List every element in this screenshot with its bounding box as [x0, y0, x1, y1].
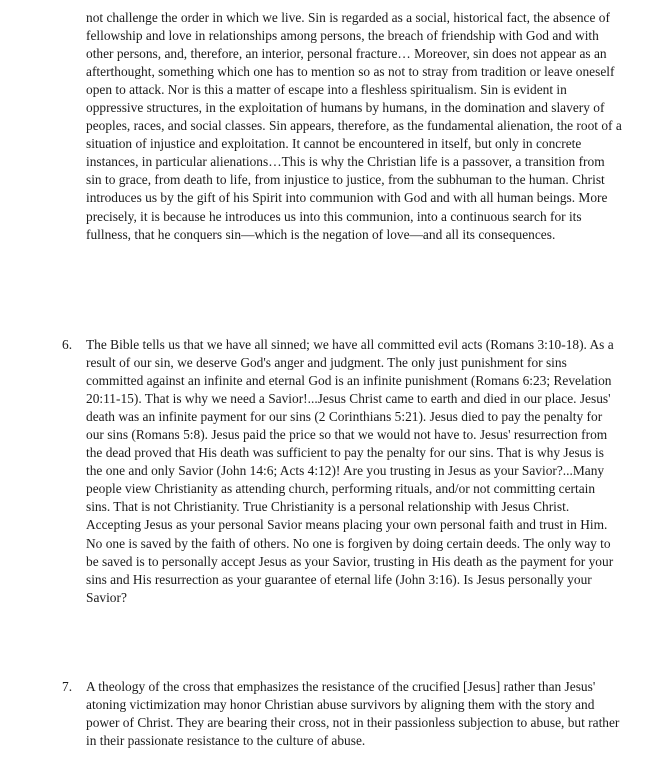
list-item-number: 7. [62, 679, 73, 694]
list-item-text: A theology of the cross that emphasizes the resistance of the crucified [Jesus] rather than Jesus' atoning victimization may honor Christian abuse survivors by aligning them with the story and power of Christ. They are bearing their cross, not in their passionless subjection to abuse, but rather in their passionate resistance to the culture of abuse. [86, 679, 620, 749]
list-item-text: The Bible tells us that we have all sinned; we have all committed evil acts (Romans 3:10-18). As a result of our sin, we deserve God's anger and judgment. The only just punishment for sins committed against an infinite and eternal God is an infinite punishment (Romans 6:23; Revelation 20:11-15). That is why we need a Savior!...Jesus Christ came to earth and died in our place. Jesus' death was an infinite payment for our sins (2 Corinthians 5:21). Jesus died to pay the penalty for our sins (Romans 5:8). Jesus paid the price so that we would not have to. Jesus' resurrection from the dead proved that His death was sufficient to pay the penalty for our sins. That is why Jesus is the one and only Savior (John 14:6; Acts 4:12)! Are you trusting in Jesus as your Savior?...Many people view Christianity as attending church, performing rituals, and/or not committing certain sins. That is not Christianity. True Christianity is a personal relationship with Jesus Christ. Accepting Jesus as your personal Savior means placing your own personal faith and trust in Him. No one is saved by the faith of others. No one is forgiven by doing certain deeds. The only way to be saved is to personally accept Jesus as your Savior, trusting in His death as the payment for your sins and His resurrection as your guarantee of eternal life (John 3:16). Is Jesus personally your Savior? [86, 337, 614, 605]
list-item-number: 6. [62, 337, 73, 352]
continuation-paragraph: not challenge the order in which we live. Sin is regarded as a social, historical fact, the absence of fellowship and love in relationships among persons, the breach of friendship with God and with other persons, and, therefore, an interior, personal fracture… Moreover, sin does not appear as an afterthought, something which one has to mention so as not to stray from tradition or leave oneself open to attack. Nor is this a matter of escape into a fleshless spiritualism. Sin is evident in oppressive structures, in the exploitation of humans by humans, in the domination and slavery of peoples, races, and social classes. Sin appears, therefore, as the fundamental alienation, the root of a situation of injustice and exploitation. It cannot be encountered in itself, but only in concrete instances, in particular alienations…This is why the Christian life is a passover, a transition from sin to grace, from death to life, from injustice to justice, from the subhuman to the human. Christ introduces us by the gift of his Spirit into communion with God and with all human beings. More precisely, it is because he introduces us into this communion, into a continuous search for its fullness, that he conquers sin—which is the negation of love—and all its consequences. [86, 10, 622, 242]
